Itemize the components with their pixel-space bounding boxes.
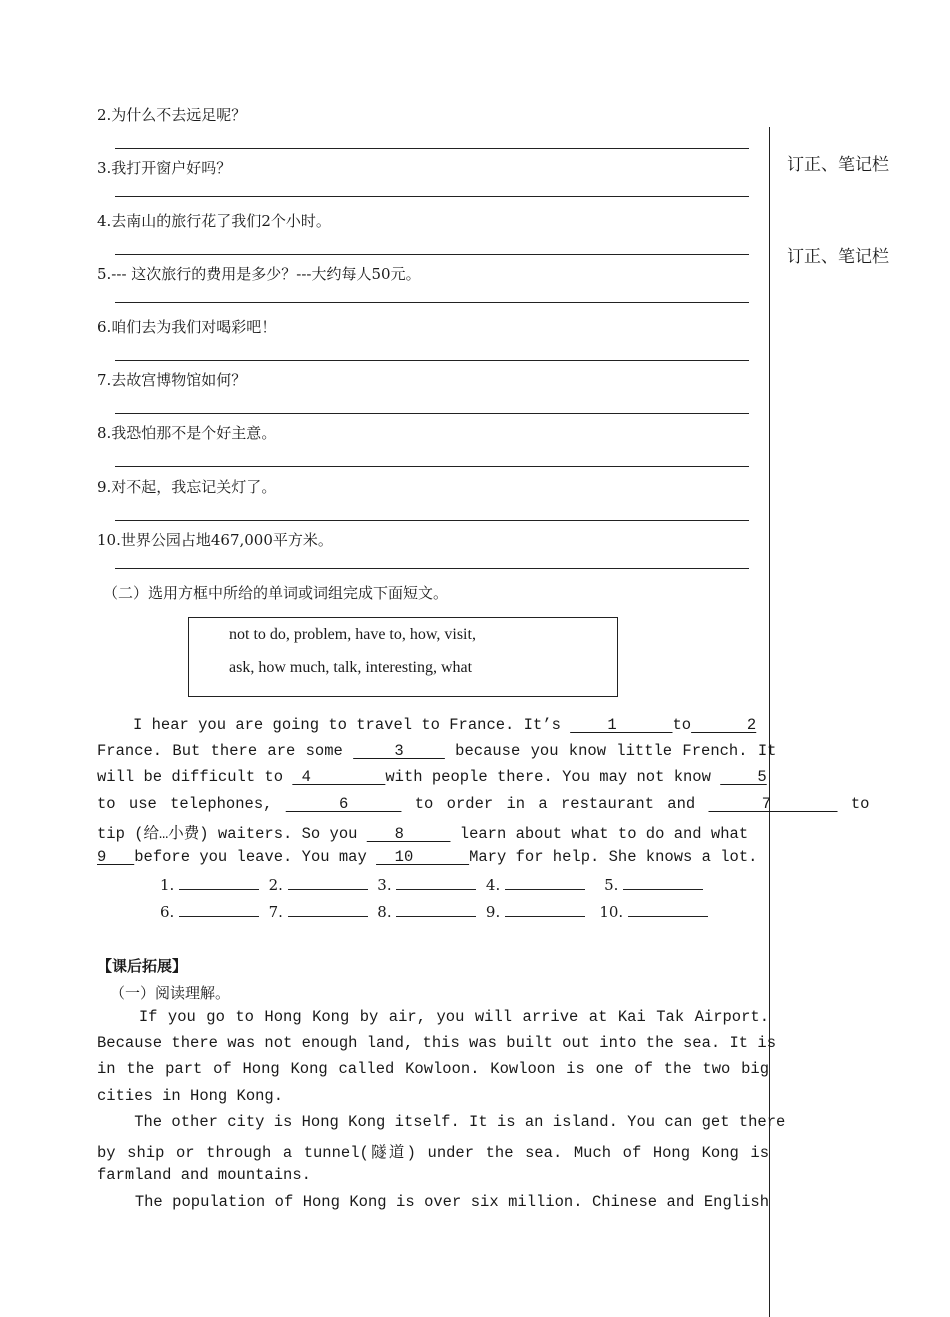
answer-blank[interactable] bbox=[396, 902, 476, 917]
answer-blank[interactable] bbox=[288, 902, 368, 917]
answer-line[interactable] bbox=[115, 520, 749, 521]
translation-item-2: 2.为什么不去远足呢？ bbox=[97, 106, 247, 124]
answer-line[interactable] bbox=[115, 254, 749, 255]
reading-subheading: （一）阅读理解。 bbox=[110, 984, 231, 1002]
side-note-1: 订正、笔记栏 bbox=[787, 155, 889, 175]
translation-item-7: 7.去故宫博物馆如何？ bbox=[97, 371, 247, 389]
blank-5[interactable]: 5 bbox=[720, 768, 767, 786]
notes-column-divider bbox=[769, 127, 770, 1317]
blank-8[interactable]: 8 bbox=[366, 825, 451, 843]
blank-3[interactable]: 3 bbox=[353, 742, 445, 760]
answer-blank[interactable] bbox=[288, 875, 368, 890]
section-2-heading: （二）选用方框中所给的单词或词组完成下面短文。 bbox=[103, 584, 449, 602]
answer-row-2: 6. 7. 8. 9. 10. bbox=[160, 902, 708, 921]
reading-line-2: Because there was not enough land, this was built out into the sea. It is bbox=[97, 1034, 777, 1052]
passage-line-3: will be difficult to 4 with people there. You may not know 5 bbox=[97, 768, 767, 786]
reading-line-1: If you go to Hong Kong by air, you will arrive at Kai Tak Airport. bbox=[97, 1008, 769, 1026]
translation-item-10: 10.世界公园占地467,000平方米。 bbox=[97, 531, 333, 549]
answer-line[interactable] bbox=[115, 413, 749, 414]
side-note-2: 订正、笔记栏 bbox=[787, 247, 889, 267]
passage-line-4: to use telephones, 6 to order in a restaurant and 7 to bbox=[97, 795, 870, 813]
passage-line-2: France. But there are some 3 because you know little French. It bbox=[97, 742, 777, 760]
answer-blank[interactable] bbox=[623, 875, 703, 890]
answer-blank[interactable] bbox=[628, 902, 708, 917]
answer-line[interactable] bbox=[115, 302, 749, 303]
translation-item-5: 5.--- 这次旅行的费用是多少？---大约每人50元。 bbox=[97, 265, 421, 283]
answer-blank[interactable] bbox=[505, 875, 585, 890]
blank-1[interactable]: 1 bbox=[570, 716, 673, 734]
answer-blank[interactable] bbox=[179, 875, 259, 890]
answer-line[interactable] bbox=[115, 568, 749, 569]
blank-4[interactable]: 4 bbox=[292, 768, 386, 786]
answer-line[interactable] bbox=[115, 360, 749, 361]
reading-line-6: by ship or through a tunnel(隧道) under the sea. Much of Hong Kong is bbox=[97, 1144, 769, 1162]
translation-item-9: 9.对不起，我忘记关灯了。 bbox=[97, 478, 277, 496]
word-box-line-2: ask, how much, talk, interesting, what bbox=[229, 659, 473, 676]
reading-line-4: cities in Hong Kong. bbox=[97, 1087, 284, 1105]
passage-line-6: 9 before you leave. You may 10 Mary for help. She knows a lot. bbox=[97, 848, 758, 866]
passage-line-5: tip (给…小费) waiters. So you 8 learn about what to do and what bbox=[97, 825, 749, 843]
translation-item-8: 8.我恐怕那不是个好主意。 bbox=[97, 424, 277, 442]
answer-blank[interactable] bbox=[179, 902, 259, 917]
blank-2[interactable]: 2 bbox=[691, 716, 757, 734]
blank-9[interactable]: 9 bbox=[97, 848, 135, 866]
blank-7[interactable]: 7 bbox=[708, 795, 838, 813]
translation-item-3: 3.我打开窗户好吗？ bbox=[97, 159, 232, 177]
blank-10[interactable]: 10 bbox=[376, 848, 470, 866]
reading-line-5: The other city is Hong Kong itself. It is an island. You can get there bbox=[97, 1113, 786, 1131]
reading-line-7: farmland and mountains. bbox=[97, 1166, 311, 1184]
answer-line[interactable] bbox=[115, 196, 749, 197]
answer-blank[interactable] bbox=[396, 875, 476, 890]
passage-line-1: I hear you are going to travel to France. It’s 1 to 2 bbox=[133, 716, 757, 734]
answer-blank[interactable] bbox=[505, 902, 585, 917]
translation-item-6: 6.咱们去为我们对喝彩吧！ bbox=[97, 318, 277, 336]
reading-line-3: in the part of Hong Kong called Kowloon. Kowloon is one of the two big bbox=[97, 1060, 769, 1078]
answer-line[interactable] bbox=[115, 466, 749, 467]
answer-line[interactable] bbox=[115, 148, 749, 149]
blank-6[interactable]: 6 bbox=[285, 795, 402, 813]
reading-line-8: The population of Hong Kong is over six million. Chinese and English bbox=[97, 1193, 769, 1211]
translation-item-4: 4.去南山的旅行花了我们2个小时。 bbox=[97, 212, 331, 230]
extension-heading: 【课后拓展】 bbox=[97, 957, 188, 975]
answer-row-1: 1. 2. 3. 4. 5. bbox=[160, 875, 703, 894]
word-box-line-1: not to do, problem, have to, how, visit, bbox=[229, 626, 476, 643]
word-box bbox=[188, 617, 618, 697]
